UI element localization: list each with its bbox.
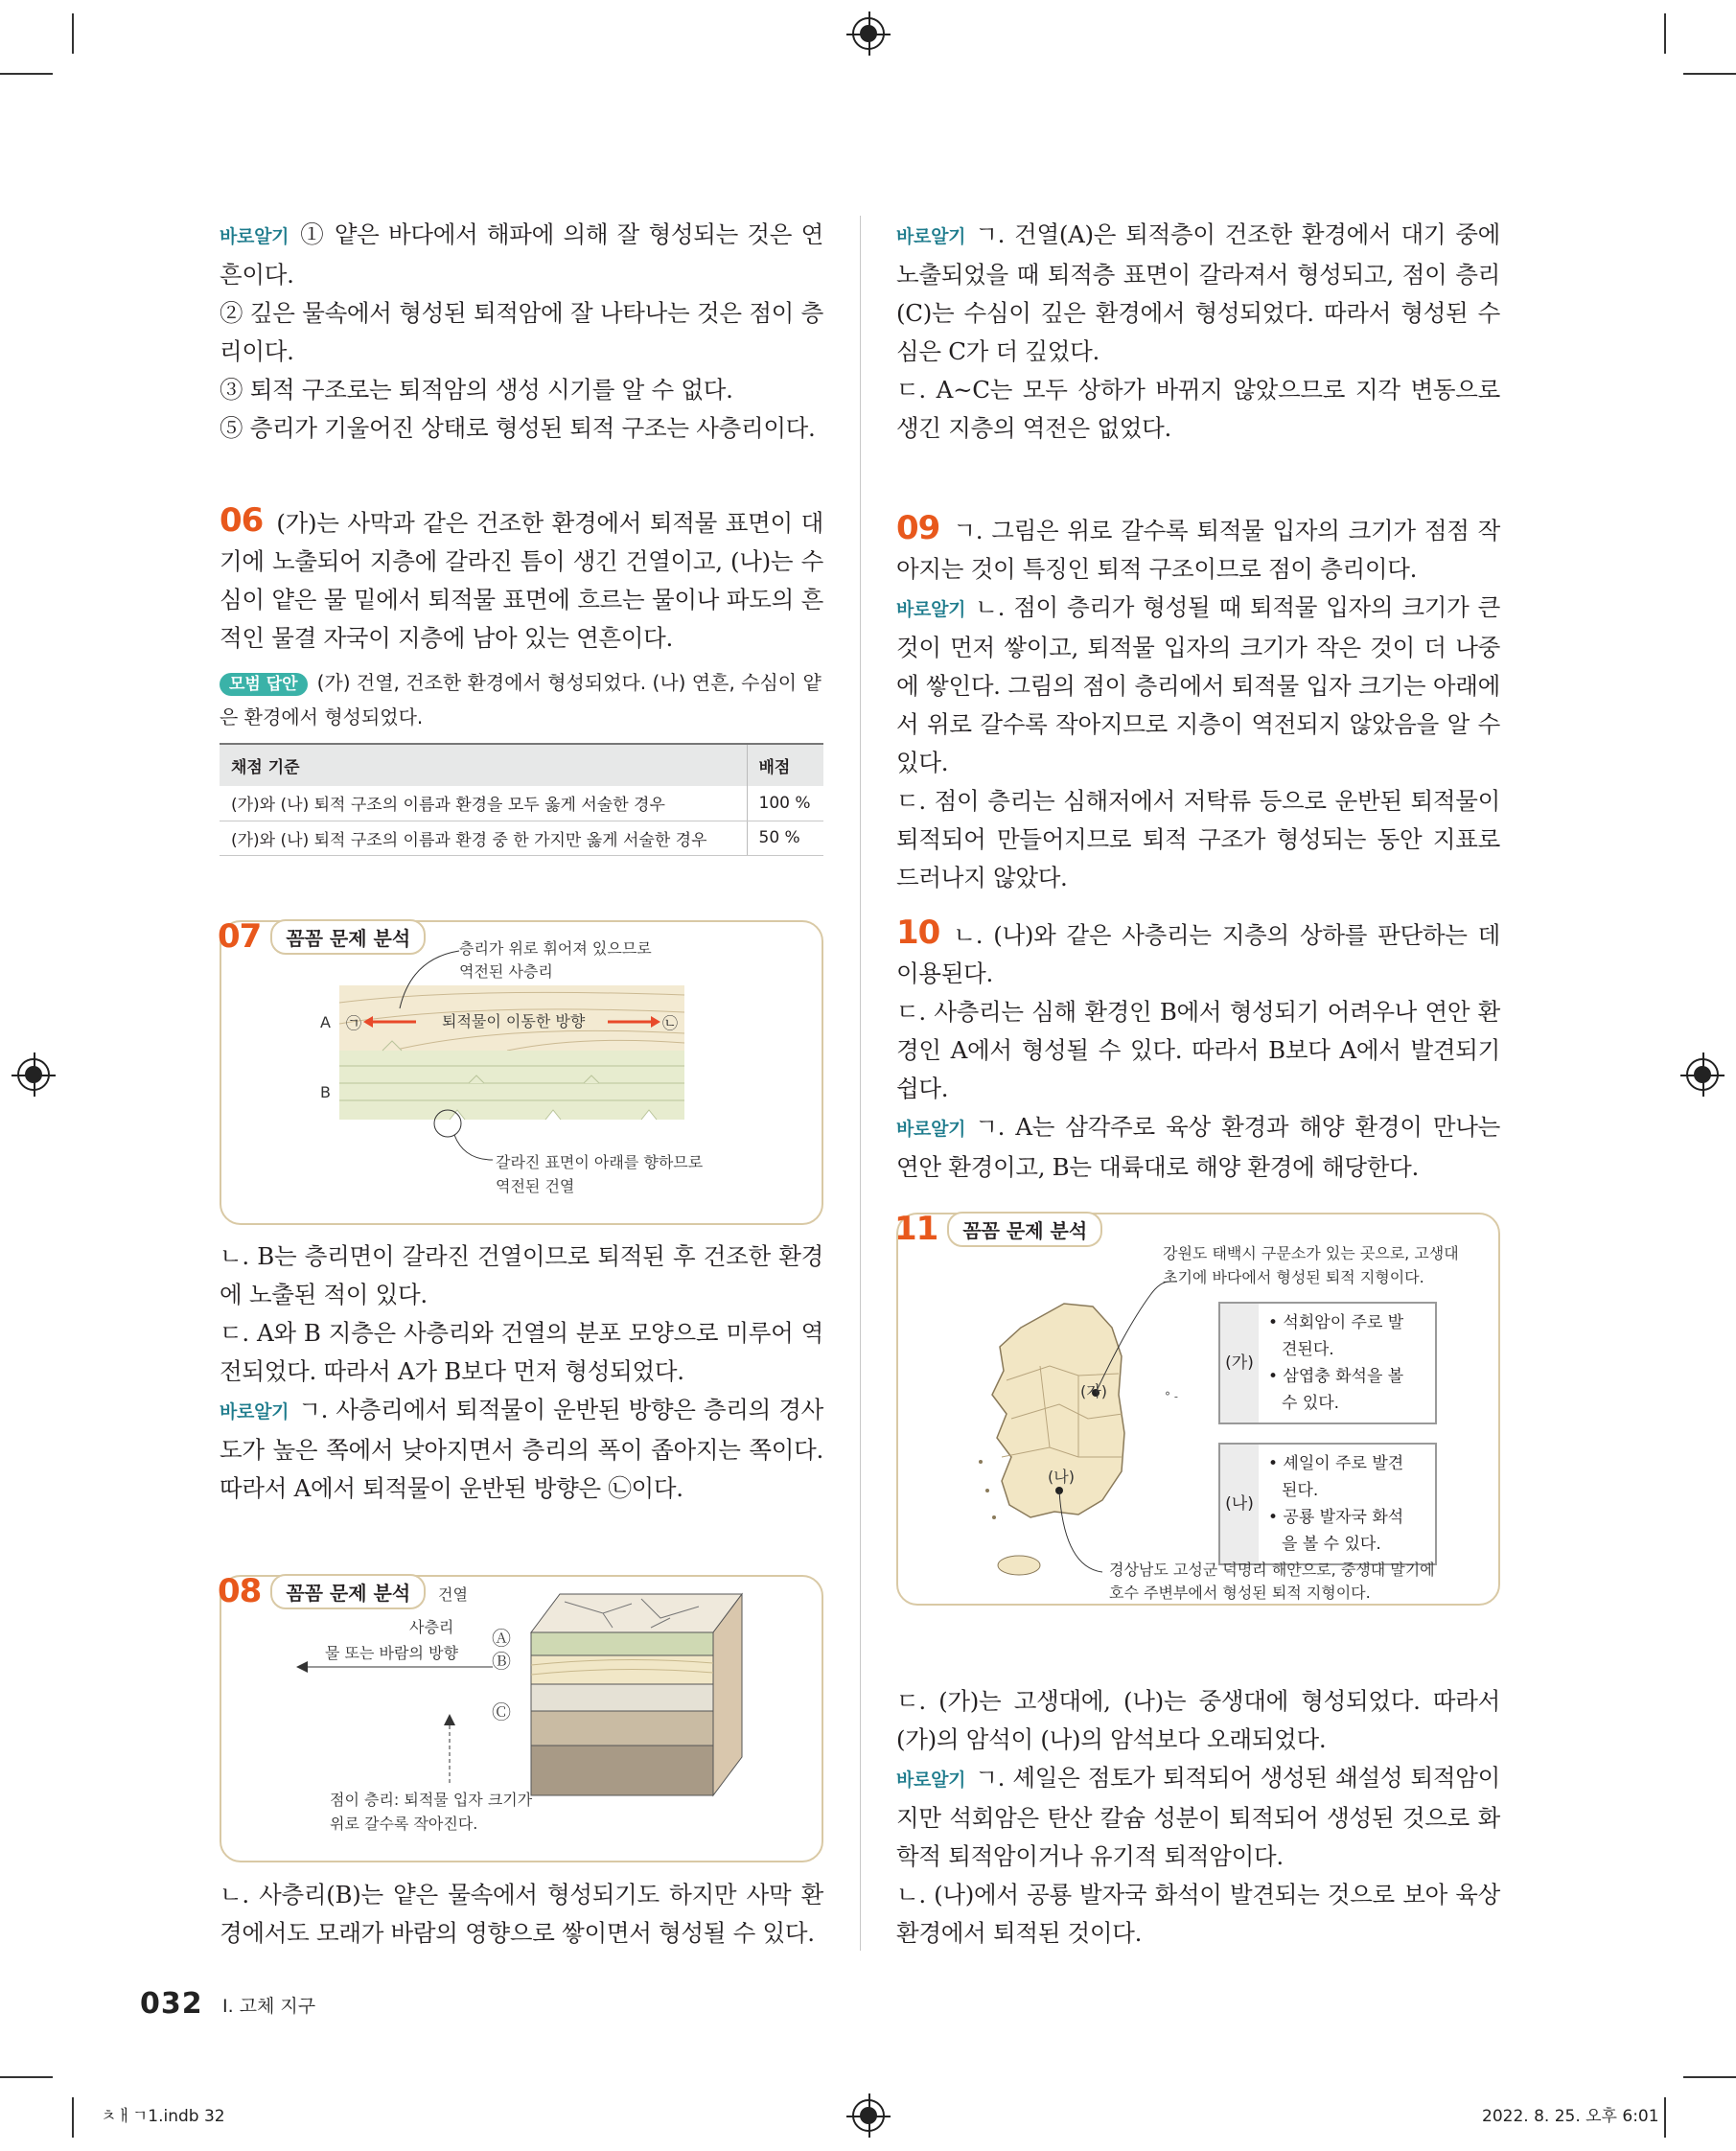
baroalgi-tag: 바로알기 [896, 1769, 966, 1791]
question-number: 10 [896, 914, 940, 952]
registration-mark-icon [1686, 1058, 1719, 1091]
slug-file: ㅊㅐㄱ1.indb 32 [101, 2107, 225, 2126]
baroalgi-tag: 바로알기 [896, 226, 966, 247]
analysis-title-08: 08 꼼꼼 문제 분석 [218, 1572, 426, 1610]
registration-mark-icon [852, 17, 885, 50]
baroalgi-tag: 바로알기 [220, 1401, 289, 1422]
question-number: 09 [896, 509, 940, 547]
baroalgi-tag: 바로알기 [896, 599, 966, 620]
answer-11: ㄷ. (가)는 고생대에, (나)는 중생대에 형성되었다. 따라서 (가)의 암석이 (나)의 암석보다 오래되었다. 바로알기 ㄱ. 셰일은 점토가 퇴적되어 생성된 쇄설성 퇴적암이지만 석회암은 탄산 칼슘 성분이 퇴적되어 생성된 것으로 화학적 퇴적암이거나 유기적 퇴적암이다. ㄴ. (나)에서 공룡 발자국 화석이 발견되는 것으로 보아 육상 환경에서 퇴적된 것이다. [896, 1687, 1500, 1947]
question-10: 10 ㄴ. (나)와 같은 사층리는 지층의 상하를 판단하는 데 이용된다. ㄷ. 사층리는 심해 환경인 B에서 형성되기 어려우나 연안 환경인 A에서 형성될 수 있다. 따라서 B보다 A에서 발견되기 쉽다. 바로알기 ㄱ. A는 삼각주로 육상 환경과 해양 환경이 만나는 연안 환경이고, B는 대륙대로 해양 환경에 해당한다. [896, 914, 1500, 1181]
page-number: 032 [140, 1987, 203, 2021]
table-header-row: 채점 기준 배점 [220, 744, 823, 786]
scoring-table [220, 743, 823, 856]
question-09: 09 ㄱ. 그림은 위로 갈수록 퇴적물 입자의 크기가 점점 작아지는 것이 특징인 퇴적 구조이므로 점이 층리이다. 바로알기 ㄴ. 점이 층리가 형성될 때 퇴적물 입자의 크기가 큰 것이 먼저 쌓이고, 퇴적물 입자의 크기가 작은 것이 더 나중에 쌓인다. 그림의 점이 층리에서 퇴적물 입자 크기는 아래에서 위로 갈수록 작아지므로 지층이 역전되지 않았음을 알 수 있다. ㄷ. 점이 층리는 심해저에서 저탁류 등으로 운반된 퇴적물이 퇴적되어 만들어지므로 퇴적 구조가 형성되는 동안 지표로 드러나지 않았다. [896, 509, 1500, 891]
baroalgi-05: 바로알기 ① 얕은 바다에서 해파에 의해 잘 형성되는 것은 연흔이다. ② 깊은 물속에서 형성된 퇴적암에 잘 나타나는 것은 점이 층리이다. ③ 퇴적 구조로는 퇴적암의 생성 시기를 알 수 없다. ⑤ 층리가 기울어진 상태로 형성된 퇴적 구조는 사층리이다. [220, 220, 823, 442]
crop-mark [72, 13, 74, 54]
question-06: 06 (가)는 사막과 같은 건조한 환경에서 퇴적물 표면이 대기에 노출되어 지층에 갈라진 틈이 생긴 건열이고, (나)는 수심이 얕은 물 밑에서 퇴적물 표면에 흐르는 물이나 파도의 흔적인 물결 자국이 지층에 남아 있는 연흔이다. 모범 답안 (가) 건열, 건조한 환경에서 형성되었다. (나) 연흔, 수심이 얕은 환경에서 형성되었다. [220, 501, 823, 734]
crop-mark [1664, 2097, 1666, 2138]
crop-mark [1683, 2076, 1736, 2078]
crop-mark [0, 73, 53, 75]
table-row: (가)와 (나) 퇴적 구조의 이름과 환경 중 한 가지만 옳게 서술한 경우 50 % [220, 821, 823, 855]
slug-date: 2022. 8. 25. 오후 6:01 [1482, 2107, 1659, 2126]
model-answer-tag: 모범 답안 [220, 673, 308, 696]
crop-mark [72, 2097, 74, 2138]
registration-mark-icon [17, 1058, 50, 1091]
svg-text:° -: ° - [1165, 1390, 1178, 1403]
baroalgi-tag: 바로알기 [896, 1119, 966, 1140]
table-row: (가)와 (나) 퇴적 구조의 이름과 환경을 모두 옳게 서술한 경우 100 % [220, 786, 823, 821]
analysis-title-11: 11 꼼꼼 문제 분석 [894, 1210, 1102, 1248]
section-title: Ⅰ. 고체 지구 [222, 1996, 316, 2017]
baroalgi-08: 바로알기 ㄱ. 건열(A)은 퇴적층이 건조한 환경에서 대기 중에 노출되었을 때 퇴적층 표면이 갈라져서 형성되고, 점이 층리(C)는 수심이 깊은 환경에서 형성되었다. 따라서 형성된 수심은 C가 더 깊었다. ㄷ. A~C는 모두 상하가 바뀌지 않았으므로 지각 변동으로 생긴 지층의 역전은 없었다. [896, 220, 1500, 442]
crop-mark [1683, 73, 1736, 75]
question-number: 06 [220, 501, 264, 540]
rock-info-box-ga: (가) • 석회암이 주로 발 견된다. • 삼엽충 화석을 볼 수 있다. [1218, 1302, 1437, 1424]
crop-mark [1664, 13, 1666, 54]
column-divider [860, 216, 861, 1951]
registration-mark-icon [852, 2099, 885, 2132]
crop-mark [0, 2076, 53, 2078]
analysis-title-07: 07 꼼꼼 문제 분석 [218, 917, 426, 956]
baroalgi-tag: 바로알기 [220, 226, 289, 247]
rock-info-box-na: (나) • 셰일이 주로 발견 된다. • 공룡 발자국 화석 을 볼 수 있다. [1218, 1443, 1437, 1565]
answer-08: ㄴ. 사층리(B)는 얕은 물속에서 형성되기도 하지만 사막 환경에서도 모래가 바람의 영향으로 쌓이면서 형성될 수 있다. [220, 1881, 823, 1947]
block-diagram-08 [220, 1575, 823, 1862]
model-answer: 모범 답안 (가) 건열, 건조한 환경에서 형성되었다. (나) 연흔, 수심이 얕은 환경에서 형성되었다. [220, 671, 822, 729]
answer-07: ㄴ. B는 층리면이 갈라진 건열이므로 퇴적된 후 건조한 환경에 노출된 적이 있다. ㄷ. A와 B 지층은 사층리와 건열의 분포 모양으로 미루어 역전되었다. 따라서 A가 B보다 먼저 형성되었다. 바로알기 ㄱ. 사층리에서 퇴적물이 운반된 방향은 층리의 경사도가 높은 쪽에서 낮아지면서 층리의 폭이 좁아지는 쪽이다. 따라서 A에서 퇴적물이 운반된 방향은 ㉡이다. [220, 1242, 823, 1502]
